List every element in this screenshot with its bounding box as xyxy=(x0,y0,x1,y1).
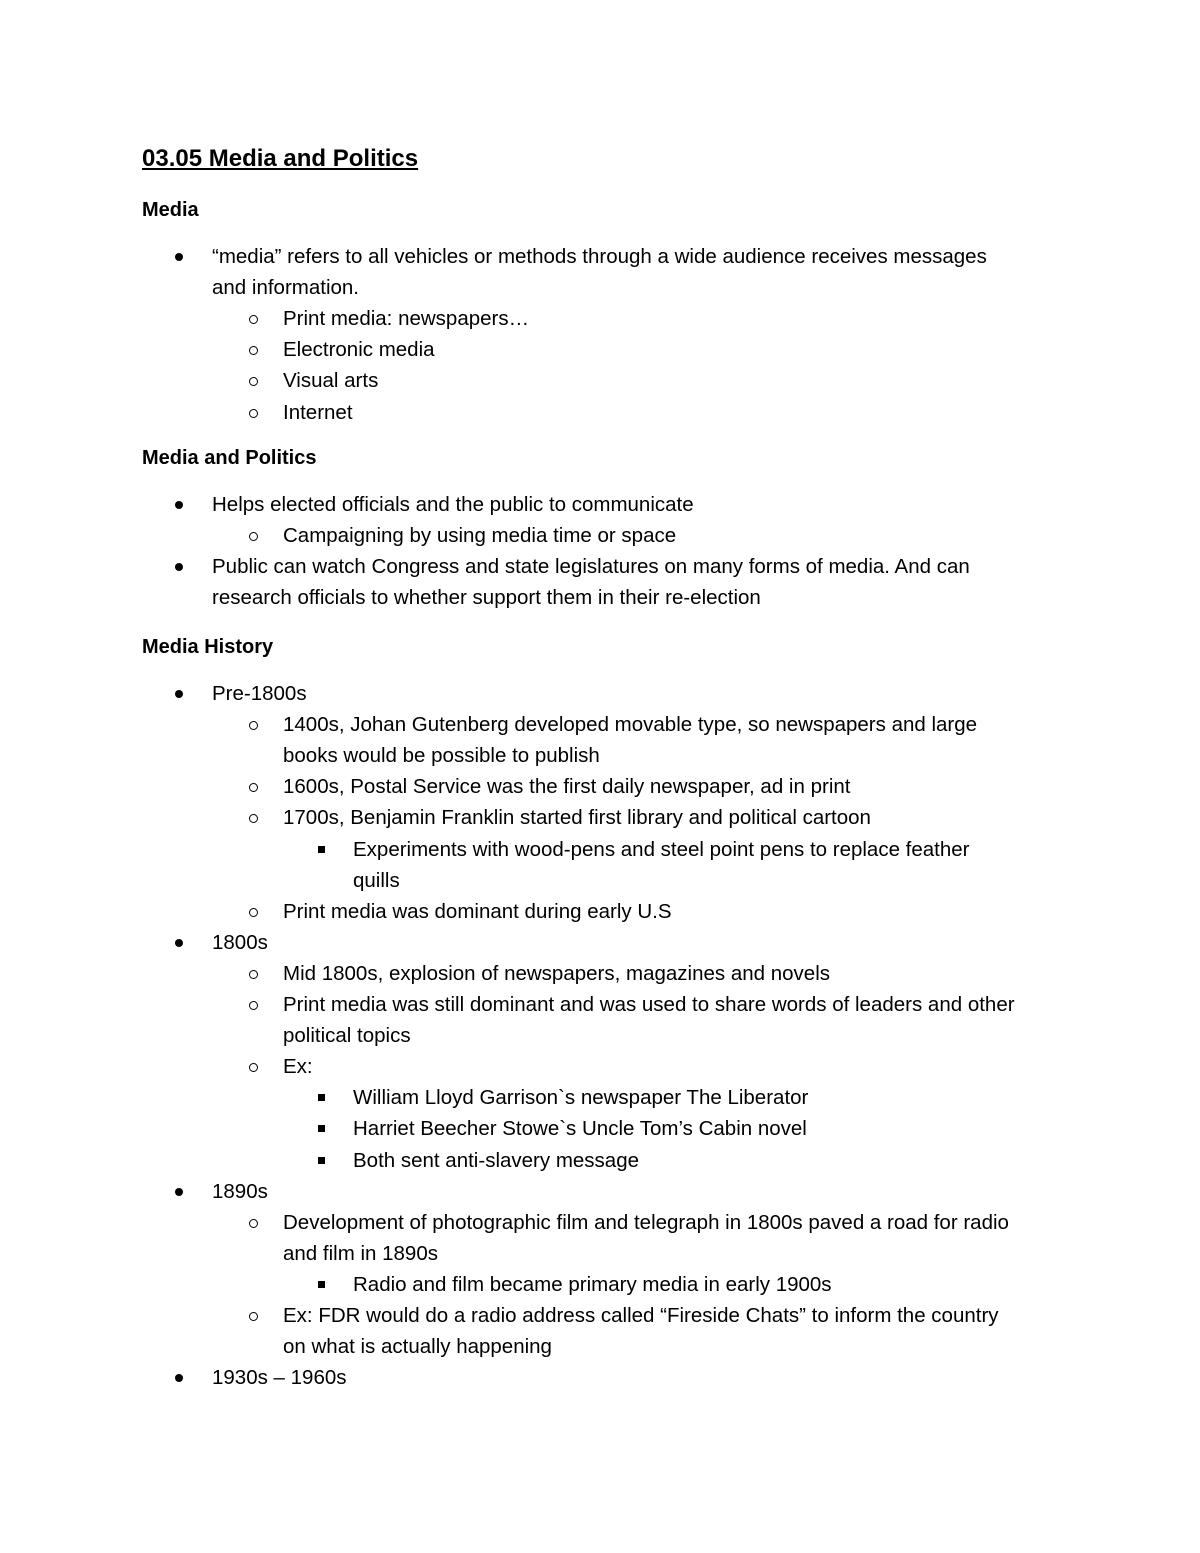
bullet-square-icon xyxy=(318,1094,325,1101)
bullet-circle-icon xyxy=(249,814,258,823)
list-item-text: 1930s – 1960s xyxy=(212,1366,347,1390)
list-item-text: and information. xyxy=(212,276,360,300)
bullet-circle-icon xyxy=(249,532,258,541)
list-item-text: Experiments with wood-pens and steel point pens to replace feather xyxy=(353,837,970,861)
section-heading: Media History xyxy=(142,636,274,658)
list-item-text: Electronic media xyxy=(283,338,435,362)
bullet-square-icon xyxy=(318,1157,325,1164)
page-title: 03.05 Media and Politics xyxy=(142,145,419,172)
bullet-dot-icon xyxy=(175,939,183,947)
bullet-square-icon xyxy=(318,1125,325,1132)
bullet-dot-icon xyxy=(175,1374,183,1382)
list-item-text: Print media was still dominant and was used to share words of leaders and other xyxy=(283,993,1015,1016)
bullet-circle-icon xyxy=(249,346,258,355)
bullet-circle-icon xyxy=(249,721,258,730)
bullet-circle-icon xyxy=(249,1219,258,1228)
list-item-text: “media” refers to all vehicles or methods through a wide audience receives messages xyxy=(212,245,987,268)
bullet-dot-icon xyxy=(175,563,183,571)
list-item-text: Internet xyxy=(283,400,353,424)
list-item-text: Print media was dominant during early U.S xyxy=(283,899,672,923)
bullet-circle-icon xyxy=(249,908,258,917)
list-item-text: Harriet Beecher Stowe`s Uncle Tom’s Cabin novel xyxy=(353,1117,807,1141)
bullet-square-icon xyxy=(318,846,325,853)
bullet-dot-icon xyxy=(175,253,183,261)
bullet-circle-icon xyxy=(249,783,258,792)
list-item-text: Mid 1800s, explosion of newspapers, magazines and novels xyxy=(283,961,830,985)
list-item-text: Ex: xyxy=(283,1055,313,1079)
bullet-circle-icon xyxy=(249,1001,258,1010)
list-item-text: Campaigning by using media time or space xyxy=(283,524,677,548)
list-item-text: Public can watch Congress and state legislatures on many forms of media. And can xyxy=(212,555,970,579)
list-item-text: 1800s xyxy=(212,930,268,954)
bullet-circle-icon xyxy=(249,1312,258,1321)
bullet-dot-icon xyxy=(175,1188,183,1196)
list-item-text: on what is actually happening xyxy=(283,1335,552,1359)
bullet-dot-icon xyxy=(175,690,183,698)
bullet-circle-icon xyxy=(249,315,258,324)
list-item-text: 1400s, Johan Gutenberg developed movable type, so newspapers and large xyxy=(283,713,978,737)
list-item-text: Both sent anti-slavery message xyxy=(353,1148,639,1172)
list-item-text: William Lloyd Garrison`s newspaper The Liberator xyxy=(353,1086,809,1110)
section-heading: Media xyxy=(142,199,199,221)
list-item-text: books would be possible to publish xyxy=(283,744,600,768)
list-item-text: Helps elected officials and the public to communicate xyxy=(212,493,694,516)
list-item-text: political topics xyxy=(283,1024,411,1048)
bullet-circle-icon xyxy=(249,970,258,979)
bullet-circle-icon xyxy=(249,409,258,418)
section-heading: Media and Politics xyxy=(142,447,317,469)
list-item-text: research officials to whether support them in their re-election xyxy=(212,586,761,610)
list-item-text: quills xyxy=(353,868,400,892)
bullet-square-icon xyxy=(318,1281,325,1288)
bullet-circle-icon xyxy=(249,377,258,386)
list-item-text: Ex: FDR would do a radio address called “Fireside Chats” to inform the country xyxy=(283,1304,999,1327)
list-item-text: 1600s, Postal Service was the first daily newspaper, ad in print xyxy=(283,775,851,799)
bullet-circle-icon xyxy=(249,1063,258,1072)
list-item-text: Radio and film became primary media in early 1900s xyxy=(353,1272,832,1296)
bullet-dot-icon xyxy=(175,501,183,509)
list-item-text: Pre-1800s xyxy=(212,682,307,705)
list-item-text: Visual arts xyxy=(283,369,379,393)
list-item-text: 1890s xyxy=(212,1179,268,1203)
list-item-text: 1700s, Benjamin Franklin started first library and political cartoon xyxy=(283,806,871,830)
list-item-text: Print media: newspapers… xyxy=(283,307,530,331)
list-item-text: Development of photographic film and telegraph in 1800s paved a road for radio xyxy=(283,1210,1009,1234)
list-item-text: and film in 1890s xyxy=(283,1241,438,1265)
